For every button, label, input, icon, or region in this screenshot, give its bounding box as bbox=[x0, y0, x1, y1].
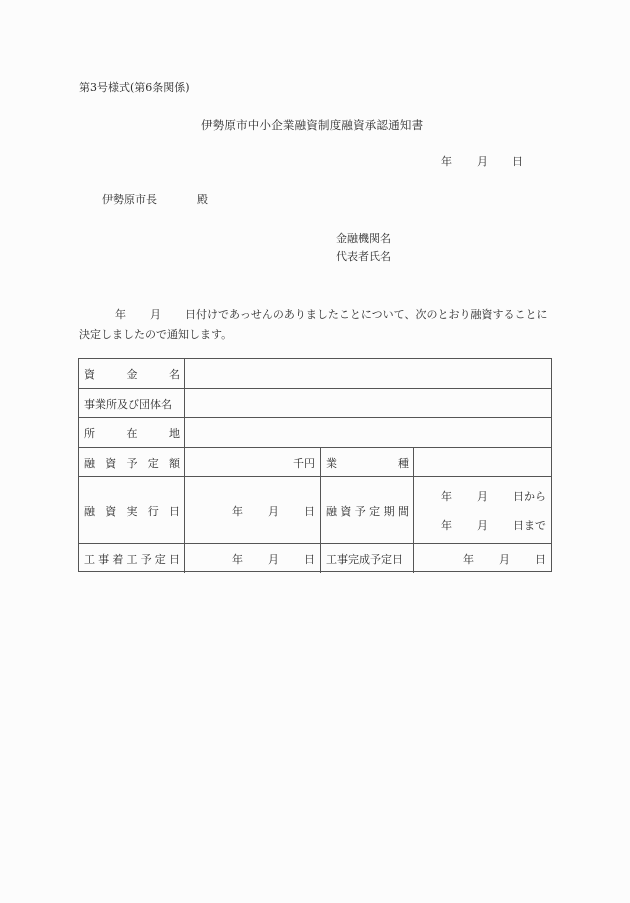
body-year: 年 bbox=[115, 308, 126, 321]
addressee-name: 伊勢原市長 bbox=[102, 193, 157, 206]
label-construction-start-date: 工 事 着 工 予 定 日 bbox=[84, 552, 180, 566]
value-construction-completion-date[interactable]: 年 月 日 bbox=[413, 544, 551, 573]
issue-date-year: 年 bbox=[441, 155, 452, 168]
table-row-business-name bbox=[79, 388, 551, 418]
label-loan-execution-date: 融 資 実 行 日 bbox=[84, 504, 180, 518]
addressee bbox=[102, 194, 208, 205]
table-row-address bbox=[79, 417, 551, 448]
issue-date-month: 月 bbox=[477, 155, 488, 168]
unit-thousand-yen: 千円 bbox=[293, 456, 315, 470]
form-number: 第3号様式(第6条関係) bbox=[79, 81, 190, 94]
label-loan-amount: 融 資 予 定 額 bbox=[84, 456, 180, 470]
value-loan-execution-date[interactable]: 年 月 日 bbox=[184, 477, 320, 544]
value-address[interactable] bbox=[184, 418, 551, 448]
value-loan-amount[interactable] bbox=[184, 448, 320, 477]
issue-date bbox=[441, 156, 523, 167]
representative-name-label: 代表者氏名 bbox=[336, 250, 391, 263]
table-row-construction-dates bbox=[79, 543, 551, 573]
label-industry: 業 種 bbox=[320, 448, 413, 477]
label-business-name: 事業所及び団体名 bbox=[84, 397, 172, 411]
value-fund-name[interactable] bbox=[184, 359, 551, 388]
table-row-loan-amount bbox=[79, 447, 551, 477]
document-title: 伊勢原市中小企業融資制度融資承認通知書 bbox=[201, 118, 424, 132]
financial-institution-label: 金融機関名 bbox=[336, 232, 391, 245]
loan-details-table bbox=[78, 358, 552, 572]
loan-period-start[interactable]: 年 月 日から bbox=[441, 490, 546, 503]
table-row-fund-name bbox=[79, 359, 551, 388]
label-loan-period: 融 資 予 定 期 間 bbox=[320, 477, 413, 544]
label-fund-name: 資 金 名 bbox=[84, 367, 180, 381]
label-construction-completion-date: 工事完成予定日 bbox=[320, 544, 413, 573]
body-month: 月 bbox=[150, 308, 161, 321]
table-row-loan-execution bbox=[79, 476, 551, 544]
body-sentence: 日付けであっせんのありましたことについて、次のとおり融資することに決定しましたので通知します。 bbox=[79, 308, 548, 341]
label-address: 所 在 地 bbox=[84, 427, 180, 440]
value-business-name[interactable] bbox=[184, 389, 551, 418]
value-industry[interactable] bbox=[413, 448, 551, 477]
value-loan-period[interactable] bbox=[413, 477, 551, 544]
value-construction-start-date[interactable]: 年 月 日 bbox=[184, 544, 320, 573]
sender-block bbox=[336, 233, 391, 269]
loan-period-end[interactable]: 年 月 日まで bbox=[441, 519, 546, 532]
addressee-honorific: 殿 bbox=[197, 193, 208, 206]
issue-date-day: 日 bbox=[512, 155, 523, 168]
body-text bbox=[79, 305, 551, 345]
